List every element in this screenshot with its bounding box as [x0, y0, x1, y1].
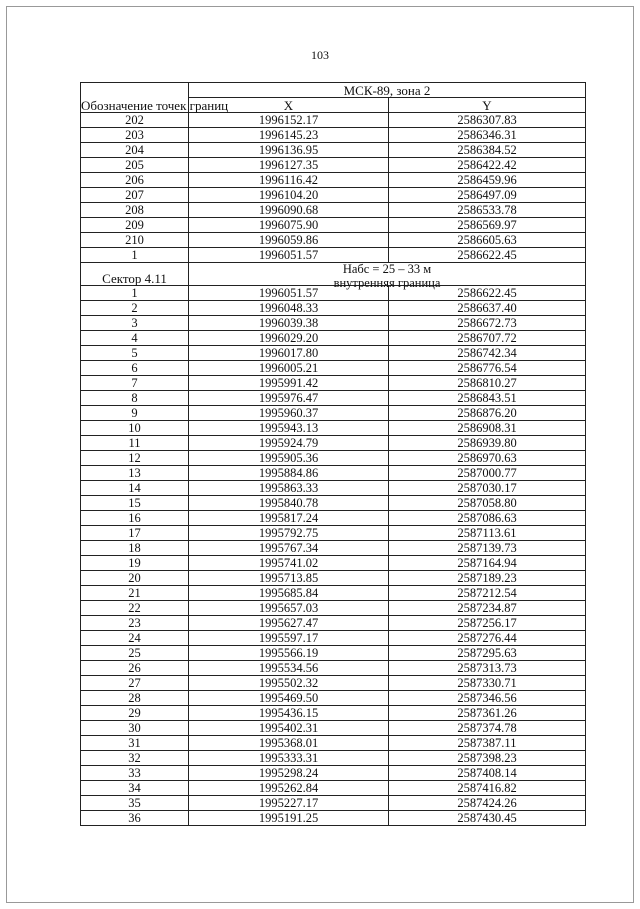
point-id-cell: 25: [81, 646, 189, 661]
points-column-header: Обозначение точек границ: [81, 83, 189, 113]
table-row: [81, 466, 586, 481]
x-coordinate-cell: 1995333.31: [189, 751, 389, 766]
x-coordinate-cell: 1995863.33: [189, 481, 389, 496]
table-row: [81, 736, 586, 751]
x-coordinate-cell: 1995597.17: [189, 631, 389, 646]
point-id-cell: 1: [81, 286, 189, 301]
point-id-cell: 21: [81, 586, 189, 601]
x-coordinate-cell: 1995298.24: [189, 766, 389, 781]
table-row: [81, 586, 586, 601]
sector-label: Сектор 4.11: [81, 263, 189, 286]
y-coordinate-cell: 2586459.96: [389, 173, 586, 188]
point-id-cell: 203: [81, 128, 189, 143]
table-row: [81, 143, 586, 158]
coordinate-system-header: МСК-89, зона 2: [189, 83, 586, 98]
table-row: [81, 526, 586, 541]
y-coordinate-cell: 2586384.52: [389, 143, 586, 158]
table-row: [81, 331, 586, 346]
y-coordinate-cell: 2587424.26: [389, 796, 586, 811]
y-coordinate-cell: 2587000.77: [389, 466, 586, 481]
sector-boundary: внутренняя граница: [333, 276, 441, 290]
table-row: [81, 113, 586, 128]
table-row: [81, 781, 586, 796]
table-row: [81, 616, 586, 631]
x-coordinate-cell: 1995924.79: [189, 436, 389, 451]
x-coordinate-cell: 1996104.20: [189, 188, 389, 203]
y-coordinate-cell: 2587234.87: [389, 601, 586, 616]
point-id-cell: 19: [81, 556, 189, 571]
x-coordinate-cell: 1996127.35: [189, 158, 389, 173]
y-coordinate-cell: 2587387.11: [389, 736, 586, 751]
x-coordinate-cell: 1995402.31: [189, 721, 389, 736]
x-coordinate-cell: 1995792.75: [189, 526, 389, 541]
point-id-cell: 6: [81, 361, 189, 376]
table-row: [81, 541, 586, 556]
table-row: [81, 173, 586, 188]
y-coordinate-cell: 2587295.63: [389, 646, 586, 661]
point-id-cell: 22: [81, 601, 189, 616]
table-row: [81, 751, 586, 766]
table-row: [81, 436, 586, 451]
x-coordinate-cell: 1996075.90: [189, 218, 389, 233]
point-id-cell: 24: [81, 631, 189, 646]
y-coordinate-cell: 2587276.44: [389, 631, 586, 646]
table-row: [81, 646, 586, 661]
point-id-cell: 5: [81, 346, 189, 361]
point-id-cell: 16: [81, 511, 189, 526]
page-number: 103: [311, 48, 329, 62]
x-coordinate-cell: 1996051.57: [189, 286, 389, 301]
x-coordinate-cell: 1996059.86: [189, 233, 389, 248]
table-row: [81, 346, 586, 361]
point-id-cell: 205: [81, 158, 189, 173]
x-coordinate-cell: 1996152.17: [189, 113, 389, 128]
coordinates-table: [80, 82, 586, 826]
table-row: [81, 571, 586, 586]
y-coordinate-cell: 2587113.61: [389, 526, 586, 541]
table-row: [81, 286, 586, 301]
point-id-cell: 31: [81, 736, 189, 751]
table-row: [81, 218, 586, 233]
y-coordinate-cell: 2586497.09: [389, 188, 586, 203]
table-row: [81, 316, 586, 331]
point-id-cell: 36: [81, 811, 189, 826]
x-coordinate-cell: 1996017.80: [189, 346, 389, 361]
point-id-cell: 209: [81, 218, 189, 233]
x-coordinate-cell: 1996005.21: [189, 361, 389, 376]
top-rows: [81, 113, 586, 263]
sector-header-row: [81, 263, 586, 286]
point-id-cell: 20: [81, 571, 189, 586]
x-coordinate-cell: 1996051.57: [189, 248, 389, 263]
y-coordinate-cell: 2587313.73: [389, 661, 586, 676]
point-id-cell: 14: [81, 481, 189, 496]
y-coordinate-cell: 2586810.27: [389, 376, 586, 391]
y-coordinate-cell: 2587408.14: [389, 766, 586, 781]
y-coordinate-cell: 2586622.45: [389, 248, 586, 263]
x-coordinate-cell: 1995191.25: [189, 811, 389, 826]
point-id-cell: 29: [81, 706, 189, 721]
table-row: [81, 203, 586, 218]
point-id-cell: 18: [81, 541, 189, 556]
x-coordinate-cell: 1995368.01: [189, 736, 389, 751]
x-coordinate-cell: 1995436.15: [189, 706, 389, 721]
y-coordinate-cell: 2586939.80: [389, 436, 586, 451]
y-coordinate-cell: 2586422.42: [389, 158, 586, 173]
point-id-cell: 32: [81, 751, 189, 766]
point-id-cell: 15: [81, 496, 189, 511]
y-coordinate-cell: 2586672.73: [389, 316, 586, 331]
y-coordinate-cell: 2586307.83: [389, 113, 586, 128]
y-coordinate-cell: 2586533.78: [389, 203, 586, 218]
y-coordinate-cell: 2586843.51: [389, 391, 586, 406]
x-coordinate-cell: 1995227.17: [189, 796, 389, 811]
point-id-cell: 34: [81, 781, 189, 796]
table-row: [81, 601, 586, 616]
x-coordinate-cell: 1995469.50: [189, 691, 389, 706]
x-coordinate-cell: 1995840.78: [189, 496, 389, 511]
y-coordinate-cell: 2586605.63: [389, 233, 586, 248]
x-coordinate-cell: 1996136.95: [189, 143, 389, 158]
point-id-cell: 210: [81, 233, 189, 248]
sector-info: [189, 262, 586, 290]
point-id-cell: 208: [81, 203, 189, 218]
table-row: [81, 391, 586, 406]
y-coordinate-cell: 2586742.34: [389, 346, 586, 361]
point-id-cell: 206: [81, 173, 189, 188]
table-row: [81, 376, 586, 391]
x-coordinate-cell: 1996116.42: [189, 173, 389, 188]
table-row: [81, 158, 586, 173]
y-coordinate-cell: 2586707.72: [389, 331, 586, 346]
x-coordinate-cell: 1995502.32: [189, 676, 389, 691]
y-coordinate-cell: 2587030.17: [389, 481, 586, 496]
table-row: [81, 721, 586, 736]
point-id-cell: 1: [81, 248, 189, 263]
x-coordinate-cell: 1995566.19: [189, 646, 389, 661]
y-coordinate-cell: 2587058.80: [389, 496, 586, 511]
point-id-cell: 4: [81, 331, 189, 346]
x-coordinate-cell: 1996145.23: [189, 128, 389, 143]
x-coordinate-cell: 1995991.42: [189, 376, 389, 391]
table-row: [81, 691, 586, 706]
point-id-cell: 10: [81, 421, 189, 436]
y-coordinate-cell: 2587430.45: [389, 811, 586, 826]
table-row: [81, 481, 586, 496]
table-row: [81, 766, 586, 781]
y-coordinate-cell: 2587212.54: [389, 586, 586, 601]
x-column-header: X: [189, 98, 389, 113]
table-row: [81, 496, 586, 511]
y-coordinate-cell: 2587189.23: [389, 571, 586, 586]
point-id-cell: 28: [81, 691, 189, 706]
point-id-cell: 11: [81, 436, 189, 451]
y-coordinate-cell: 2587346.56: [389, 691, 586, 706]
x-coordinate-cell: 1995884.86: [189, 466, 389, 481]
table-row: [81, 188, 586, 203]
x-coordinate-cell: 1996090.68: [189, 203, 389, 218]
point-id-cell: 13: [81, 466, 189, 481]
table-row: [81, 248, 586, 263]
table-row: [81, 811, 586, 826]
point-id-cell: 12: [81, 451, 189, 466]
point-id-cell: 3: [81, 316, 189, 331]
point-id-cell: 2: [81, 301, 189, 316]
point-id-cell: 8: [81, 391, 189, 406]
y-coordinate-cell: 2587398.23: [389, 751, 586, 766]
point-id-cell: 17: [81, 526, 189, 541]
y-coordinate-cell: 2587256.17: [389, 616, 586, 631]
x-coordinate-cell: 1995976.47: [189, 391, 389, 406]
x-coordinate-cell: 1996039.38: [189, 316, 389, 331]
point-id-cell: 30: [81, 721, 189, 736]
x-coordinate-cell: 1995262.84: [189, 781, 389, 796]
sector-height: Набс = 25 – 33 м: [342, 262, 432, 276]
point-id-cell: 23: [81, 616, 189, 631]
x-coordinate-cell: 1996048.33: [189, 301, 389, 316]
x-coordinate-cell: 1995657.03: [189, 601, 389, 616]
table-row: [81, 631, 586, 646]
y-column-header: Y: [389, 98, 586, 113]
x-coordinate-cell: 1995627.47: [189, 616, 389, 631]
x-coordinate-cell: 1995741.02: [189, 556, 389, 571]
y-coordinate-cell: 2586776.54: [389, 361, 586, 376]
table-row: [81, 511, 586, 526]
point-id-cell: 7: [81, 376, 189, 391]
table-row: [81, 676, 586, 691]
table-row: [81, 796, 586, 811]
y-coordinate-cell: 2586569.97: [389, 218, 586, 233]
point-id-cell: 202: [81, 113, 189, 128]
table-row: [81, 233, 586, 248]
y-coordinate-cell: 2586876.20: [389, 406, 586, 421]
table-row: [81, 556, 586, 571]
y-coordinate-cell: 2587330.71: [389, 676, 586, 691]
x-coordinate-cell: 1995534.56: [189, 661, 389, 676]
point-id-cell: 26: [81, 661, 189, 676]
y-coordinate-cell: 2586908.31: [389, 421, 586, 436]
y-coordinate-cell: 2587361.26: [389, 706, 586, 721]
y-coordinate-cell: 2586622.45: [389, 286, 586, 301]
x-coordinate-cell: 1995685.84: [189, 586, 389, 601]
point-id-cell: 33: [81, 766, 189, 781]
x-coordinate-cell: 1995905.36: [189, 451, 389, 466]
y-coordinate-cell: 2587164.94: [389, 556, 586, 571]
y-coordinate-cell: 2587416.82: [389, 781, 586, 796]
table-row: [81, 361, 586, 376]
point-id-cell: 9: [81, 406, 189, 421]
table-row: [81, 301, 586, 316]
x-coordinate-cell: 1995943.13: [189, 421, 389, 436]
y-coordinate-cell: 2587086.63: [389, 511, 586, 526]
x-coordinate-cell: 1996029.20: [189, 331, 389, 346]
point-id-cell: 35: [81, 796, 189, 811]
x-coordinate-cell: 1995767.34: [189, 541, 389, 556]
point-id-cell: 27: [81, 676, 189, 691]
y-coordinate-cell: 2586970.63: [389, 451, 586, 466]
point-id-cell: 204: [81, 143, 189, 158]
table-row: [81, 128, 586, 143]
table-row: [81, 451, 586, 466]
x-coordinate-cell: 1995960.37: [189, 406, 389, 421]
sector-rows: [81, 286, 586, 826]
table-row: [81, 421, 586, 436]
x-coordinate-cell: 1995713.85: [189, 571, 389, 586]
y-coordinate-cell: 2586637.40: [389, 301, 586, 316]
y-coordinate-cell: 2587139.73: [389, 541, 586, 556]
x-coordinate-cell: 1995817.24: [189, 511, 389, 526]
y-coordinate-cell: 2587374.78: [389, 721, 586, 736]
table-row: [81, 661, 586, 676]
point-id-cell: 207: [81, 188, 189, 203]
table-row: [81, 706, 586, 721]
y-coordinate-cell: 2586346.31: [389, 128, 586, 143]
table-row: [81, 406, 586, 421]
